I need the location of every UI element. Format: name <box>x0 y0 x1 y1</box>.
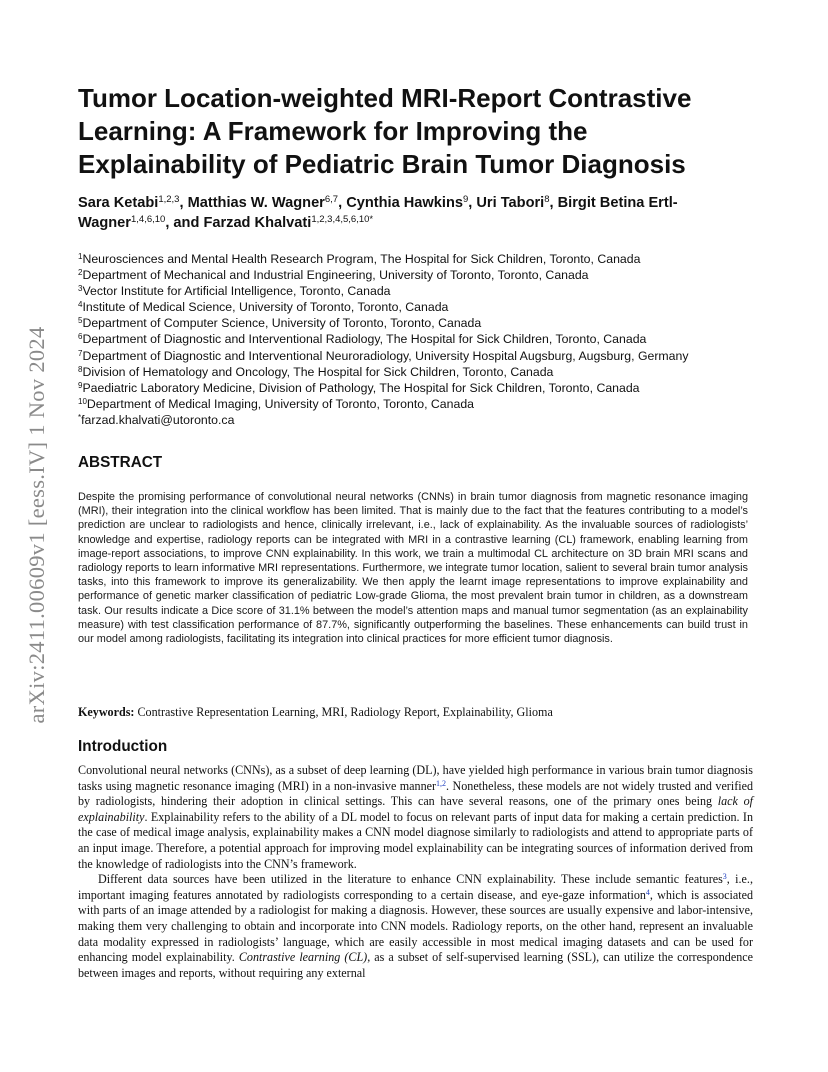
author-name: Sara Ketabi <box>78 195 159 211</box>
author-name: Uri Tabori <box>476 195 545 211</box>
emphasized-term: lack of explainability <box>78 794 754 824</box>
author: Matthias W. Wagner$^{6,7}$, <box>187 194 347 211</box>
affiliation-list <box>78 251 768 428</box>
emphasized-term: Contrastive learning (CL) <box>238 950 368 965</box>
affiliation: $^6$Department of Diagnostic and Interventional Radiology, The Hospital for Sick Children, Toronto, Canada <box>78 332 647 347</box>
introduction-paragraph: Different data sources have been utilized in the literature to enhance CNN explainability. These include semantic features$^3$, i.e., important imaging features annotated by radiologists corresponding to a certain disease, and eye-gaze information$^4$, which is associated with parts of an image attended by a radiologist for making a diagnosis. However, these sources are usually expensive and labor-intensive, making them very challenging to obtain and incorporate into CNN models. Radiology reports, on the other hand, represent an invaluable data modality expressed in radiologists’ language, which are easily accessible in most medical imaging datasets and can be used for enhancing model explainability. Contrastive learning (CL), as a subset of self-supervised learning (SSL), can utilize the correspondence between images and reports, without requiring any external <box>78 872 753 980</box>
keywords-text: Contrastive Representation Learning, MRI, Radiology Report, Explainability, Glioma <box>137 705 553 719</box>
introduction-heading: Introduction <box>78 738 168 755</box>
affiliation: $^7$Department of Diagnostic and Interventional Neuroradiology, University Hospital Augsburg, Augsburg, Germany <box>78 348 689 363</box>
author-affiliation-marks: 1,4,6,10 <box>130 214 166 225</box>
abstract-heading: ABSTRACT <box>78 454 163 471</box>
author-affiliation-marks: 9 <box>462 194 469 205</box>
author: Uri Tabori$^8$, <box>476 194 558 211</box>
author-affiliation-marks: 1,2,3 <box>158 194 180 205</box>
author: Sara Ketabi$^{1,2,3}$, <box>78 194 188 211</box>
author-name: Farzad Khalvati <box>203 215 312 231</box>
keywords <box>78 704 758 720</box>
paper-title: Tumor Location-weighted MRI-Report Contrastive Learning: A Framework for Improving the Explainability of Pediatric Brain Tumor Diagnosis <box>78 83 692 179</box>
author-affiliation-marks: 8 <box>544 194 550 205</box>
affiliation: $^2$Department of Mechanical and Industrial Engineering, University of Toronto, Toronto, Canada <box>78 268 589 283</box>
author: Birgit Betina Ertl-Wagner$^{1,4,6,10}$, and <box>78 195 678 231</box>
abstract-text: Despite the promising performance of convolutional neural networks (CNNs) in brain tumor diagnosis from magnetic resonance imaging (MRI), their integration into the clinical workflow has been limited. That is mainly due to the fact that the features contributing to a model’s prediction are unclear to radiologists and hence, clinically irrelevant, i.e., lack of explainability. As the invaluable sources of radiologists’ knowledge and expertise, radiology reports can be integrated with MRI in a contrastive learning (CL) framework, enabling learning from image-report associations, to improve CNN explainability. In this work, we train a multimodal CL architecture on 3D brain MRI scans and radiology reports to learn informative MRI representations. Furthermore, we integrate tumor location, salient to several brain tumor analysis tasks, into this framework to improve its generalizability. We then apply the learnt image representations to improve explainability and performance of genetic marker classification of pediatric Low-grade Glioma, the most prevalent brain tumor in children, as a downstream task. Our results indicate a Dice score of 31.1% between the model’s attention maps and manual tumor segmentation (as an explainability measure) with test classification performance of 87.7%, significantly outperforming the baselines. These enhancements can build trust in our model among radiologists, facilitating its integration into clinical practices for more efficient tumor diagnosis. <box>78 491 748 646</box>
affiliation: $^1$Neurosciences and Mental Health Research Program, The Hospital for Sick Children, Toronto, Canada <box>78 252 641 266</box>
author: Cynthia Hawkins$^9$, <box>346 194 477 211</box>
affiliation: $^9$Paediatric Laboratory Medicine, Division of Pathology, The Hospital for Sick Children, Toronto, Canada <box>78 380 640 395</box>
citation-link[interactable]: 4 <box>645 887 650 897</box>
author-name: Birgit Betina Ertl-Wagner <box>78 195 678 231</box>
affiliation: $^4$Institute of Medical Science, University of Toronto, Toronto, Canada <box>78 300 449 315</box>
affiliation: $^{10}$Department of Medical Imaging, University of Toronto, Toronto, Canada <box>78 396 475 411</box>
author-name: Matthias W. Wagner <box>187 195 325 211</box>
arxiv-identifier[interactable]: arXiv:2411.00609v1 [eess.IV] 1 Nov 2024 <box>24 326 49 724</box>
author-list <box>78 193 768 233</box>
author-affiliation-marks: 6,7 <box>324 194 339 205</box>
introduction-paragraph: Convolutional neural networks (CNNs), as a subset of deep learning (DL), have yielded high performance in various brain tumor diagnosis tasks using magnetic resonance imaging (MRI) in a non-invasive manner$^{1,2}$. Nonetheless, these models are not widely trusted and verified by radiologists, hindering their adoption in clinical settings. This can have several reasons, one of the primary ones being lack of explainability. Explainability refers to the ability of a DL model to focus on relevant parts of input data for making a certain prediction. In the case of medical image analysis, explainability makes a CNN model diagnose similarly to radiologists and attend to appropriate parts of an input image. Therefore, a potential approach for improving model explainability can be integrating sources of information derived from the knowledge of radiologists into the CNN’s framework. <box>78 763 754 871</box>
affiliation: $^5$Department of Computer Science, University of Toronto, Toronto, Canada <box>78 316 482 331</box>
introduction-body <box>78 763 753 981</box>
author-name: Cynthia Hawkins <box>346 195 463 211</box>
keywords-label: Keywords: <box>78 705 135 719</box>
corresponding-email[interactable]: *farzad.khalvati@utoronto.ca <box>78 412 235 427</box>
citation-link[interactable]: 1,2 <box>436 778 447 788</box>
author <box>203 215 373 231</box>
affiliation: $^8$Division of Hematology and Oncology, The Hospital for Sick Children, Toronto, Canada <box>78 364 554 379</box>
citation-link[interactable]: 3 <box>722 872 727 882</box>
affiliation: $^3$Vector Institute for Artificial Intelligence, Toronto, Canada <box>78 284 391 299</box>
author-affiliation-marks: 1,2,3,4,5,6,10* <box>311 214 374 225</box>
